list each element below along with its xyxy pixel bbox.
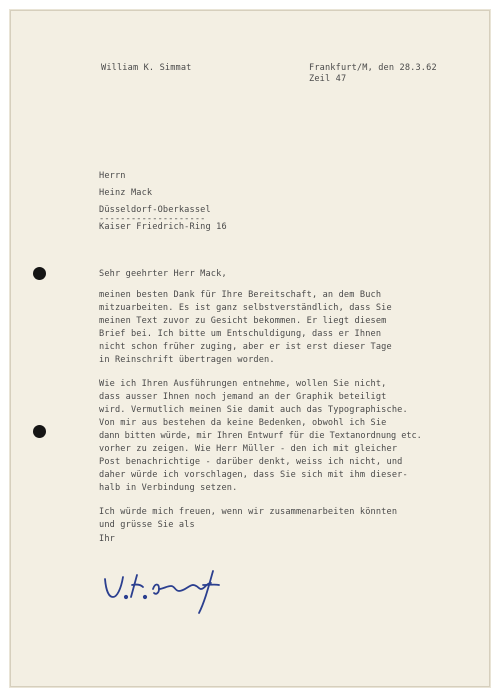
body-line: meinen besten Dank für Ihre Bereitschaft, an dem Buch <box>99 290 382 300</box>
recipient-street: Kaiser Friedrich-Ring 16 <box>99 222 227 232</box>
punch-hole-top <box>33 267 46 280</box>
closing: Ihr <box>99 534 115 544</box>
recipient-salutation: Herrn <box>99 171 126 181</box>
body-line: dann bitten würde, mir Ihren Entwurf für die Textanordnung etc. <box>99 431 422 441</box>
sender-street: Zeil 47 <box>309 74 347 84</box>
body-line: Post benachrichtige - darüber denkt, weiss ich nicht, und <box>99 457 403 467</box>
body-line: daher würde ich vorschlagen, dass Sie sich mit ihm dieser- <box>99 470 408 480</box>
punch-hole-bottom <box>33 425 46 438</box>
body-line: Von mir aus bestehen da keine Bedenken, obwohl ich Sie <box>99 418 387 428</box>
address-separator: -------------------- <box>99 214 206 224</box>
body-line: in Reinschrift übertragen worden. <box>99 355 275 365</box>
place-date: Frankfurt/M, den 28.3.62 <box>309 63 437 73</box>
greeting: Sehr geehrter Herr Mack, <box>99 269 227 279</box>
body-line: Wie ich Ihren Ausführungen entnehme, wollen Sie nicht, <box>99 379 387 389</box>
handwritten-signature <box>101 567 241 617</box>
sender-name: William K. Simmat <box>101 63 192 73</box>
letter-page <box>10 10 490 687</box>
body-line: halb in Verbindung setzen. <box>99 483 238 493</box>
recipient-name: Heinz Mack <box>99 188 153 198</box>
body-line: Brief bei. Ich bitte um Entschuldigung, dass er Ihnen <box>99 329 382 339</box>
body-line: Ich würde mich freuen, wenn wir zusammenarbeiten könnten <box>99 507 398 517</box>
body-line: und grüsse Sie als <box>99 520 195 530</box>
body-line: mitzuarbeiten. Es ist ganz selbstverständlich, dass Sie <box>99 303 392 313</box>
body-line: meinen Text zuvor zu Gesicht bekommen. Er liegt diesem <box>99 316 387 326</box>
body-line: vorher zu zeigen. Wie Herr Müller - den ich mit gleicher <box>99 444 398 454</box>
body-line: wird. Vermutlich meinen Sie damit auch das Typographische. <box>99 405 408 415</box>
body-line: dass ausser Ihnen noch jemand an der Graphik beteiligt <box>99 392 387 402</box>
body-line: nicht schon früher zuging, aber er ist erst dieser Tage <box>99 342 392 352</box>
recipient-city: Düsseldorf-Oberkassel <box>99 205 211 215</box>
